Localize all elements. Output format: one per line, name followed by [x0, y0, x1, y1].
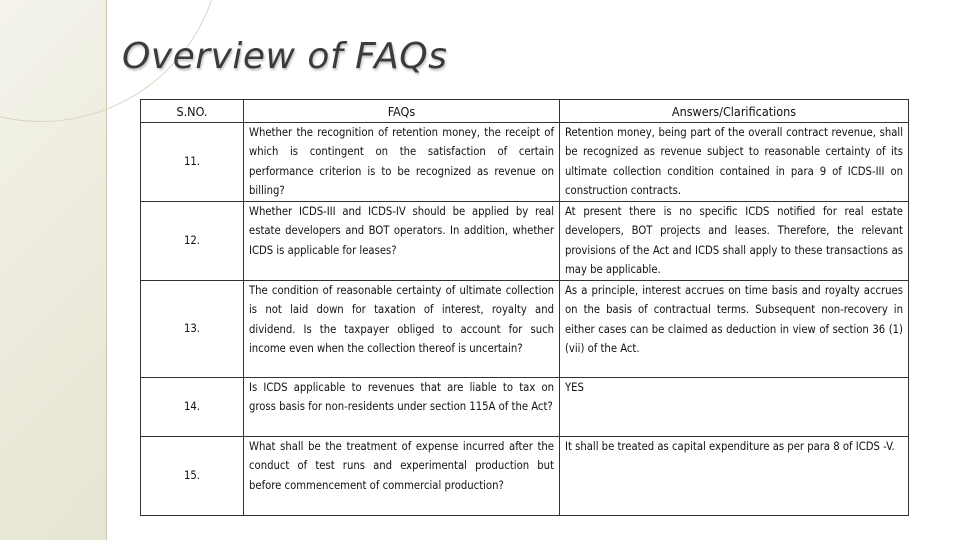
table-header-row: [141, 100, 909, 123]
row-answer: YES: [560, 378, 909, 437]
row-sno: 13.: [141, 281, 244, 378]
header-faq: FAQs: [244, 100, 560, 123]
table-row: [141, 202, 909, 281]
table-row: [141, 281, 909, 378]
row-faq: The condition of reasonable certainty of ultimate collection is not laid down for taxation of interest, royalty and dividend. Is the taxpayer obliged to account for such income even when the collection thereof is uncertain?: [244, 281, 560, 378]
faq-table: [140, 99, 909, 516]
table-row: [141, 123, 909, 202]
row-sno: 14.: [141, 378, 244, 437]
row-faq: Is ICDS applicable to revenues that are liable to tax on gross basis for non-residents under section 115A of the Act?: [244, 378, 560, 437]
row-sno: 12.: [141, 202, 244, 281]
header-answer: Answers/Clarifications: [560, 100, 909, 123]
row-sno: 15.: [141, 437, 244, 516]
decorative-side-band: [0, 0, 107, 540]
row-faq: Whether ICDS-III and ICDS-IV should be applied by real estate developers and BOT operators. In addition, whether ICDS is applicable for leases?: [244, 202, 560, 281]
row-faq: Whether the recognition of retention money, the receipt of which is contingent on the satisfaction of certain performance criterion is to be recognized as revenue on billing?: [244, 123, 560, 202]
row-sno: 11.: [141, 123, 244, 202]
row-faq: What shall be the treatment of expense incurred after the conduct of test runs and experimental production but before commencement of commercial production?: [244, 437, 560, 516]
row-answer: As a principle, interest accrues on time basis and royalty accrues on the basis of contractual terms. Subsequent non-recovery in either cases can be claimed as deduction in view of section 36 (1) (vii) of the Act.: [560, 281, 909, 378]
table-row: [141, 378, 909, 437]
row-answer: Retention money, being part of the overall contract revenue, shall be recognized as revenue subject to reasonable certainty of its ultimate collection condition contained in para 9 of ICDS-III on construction contracts.: [560, 123, 909, 202]
row-answer: It shall be treated as capital expenditure as per para 8 of ICDS -V.: [560, 437, 909, 516]
table-row: [141, 437, 909, 516]
row-answer: At present there is no specific ICDS notified for real estate developers, BOT projects and leases. Therefore, the relevant provisions of the Act and ICDS shall apply to these transactions as may be applicable.: [560, 202, 909, 281]
slide-title: Overview of FAQs: [122, 36, 448, 77]
header-sno: S.NO.: [141, 100, 244, 123]
